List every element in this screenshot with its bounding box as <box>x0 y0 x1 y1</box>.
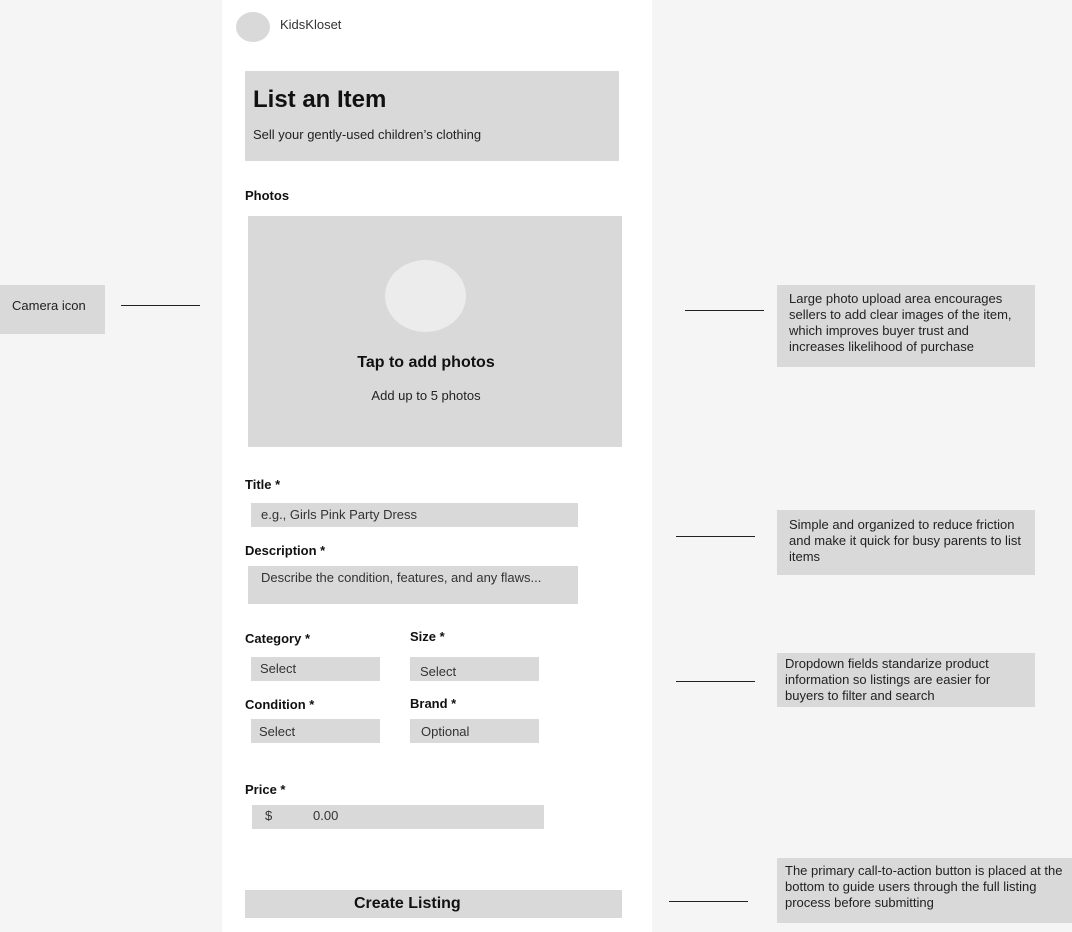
description-textarea[interactable] <box>248 566 578 604</box>
brand-select-value: Optional <box>421 724 470 739</box>
annotation-fields: Simple and organized to reduce friction and make it quick for busy parents to list items <box>777 510 1035 575</box>
create-listing-label: Create Listing <box>354 895 461 912</box>
category-label: Category * <box>245 631 311 646</box>
photo-upload-area[interactable] <box>248 216 622 447</box>
page-subtitle: Sell your gently-used children’s clothing <box>253 127 482 142</box>
camera-icon[interactable] <box>385 260 466 332</box>
description-label: Description * <box>245 543 326 558</box>
size-label: Size * <box>410 629 445 644</box>
annotation-camera-icon: Camera icon <box>0 285 105 334</box>
condition-label: Condition * <box>245 697 315 712</box>
category-select[interactable] <box>251 657 380 681</box>
brand-name: KidsKloset <box>280 17 342 32</box>
price-input[interactable] <box>252 805 544 829</box>
description-placeholder: Describe the condition, features, and any flaws... <box>261 570 542 585</box>
photo-upload-hint: Add up to 5 photos <box>371 388 481 403</box>
annotation-connector-photos <box>685 310 764 311</box>
annotation-cta: The primary call-to-action button is placed at the bottom to guide users through the full listing process before submitting <box>777 858 1072 923</box>
condition-select-value: Select <box>259 724 296 739</box>
annotation-photo-area: Large photo upload area encourages sellers to add clear images of the item, which improves buyer trust and increases likelihood of purchase <box>777 285 1035 367</box>
price-label: Price * <box>245 782 286 797</box>
currency-symbol: $ <box>265 808 273 823</box>
annotation-connector-dropdowns <box>676 681 755 682</box>
annotation-connector-camera <box>121 305 200 306</box>
photo-upload-cta[interactable]: Tap to add photos <box>357 354 495 371</box>
title-label: Title * <box>245 477 281 492</box>
create-listing-button[interactable] <box>245 890 622 918</box>
brand-label: Brand * <box>410 696 457 711</box>
logo-avatar <box>236 12 270 42</box>
hero-banner <box>245 71 619 161</box>
category-select-value: Select <box>260 661 297 676</box>
title-input[interactable] <box>251 503 578 527</box>
annotation-connector-fields <box>676 536 755 537</box>
size-select-value: Select <box>420 664 457 679</box>
size-select[interactable] <box>410 657 539 681</box>
annotation-dropdowns: Dropdown fields standarize product information so listings are easier for buyers to filter and search <box>777 653 1035 707</box>
price-placeholder: 0.00 <box>313 808 339 823</box>
page-title: List an Item <box>253 86 387 113</box>
annotation-connector-cta <box>669 901 748 902</box>
brand-select[interactable] <box>410 719 539 743</box>
photos-label: Photos <box>245 188 290 203</box>
condition-select[interactable] <box>251 719 380 743</box>
title-input-placeholder: e.g., Girls Pink Party Dress <box>261 507 418 522</box>
